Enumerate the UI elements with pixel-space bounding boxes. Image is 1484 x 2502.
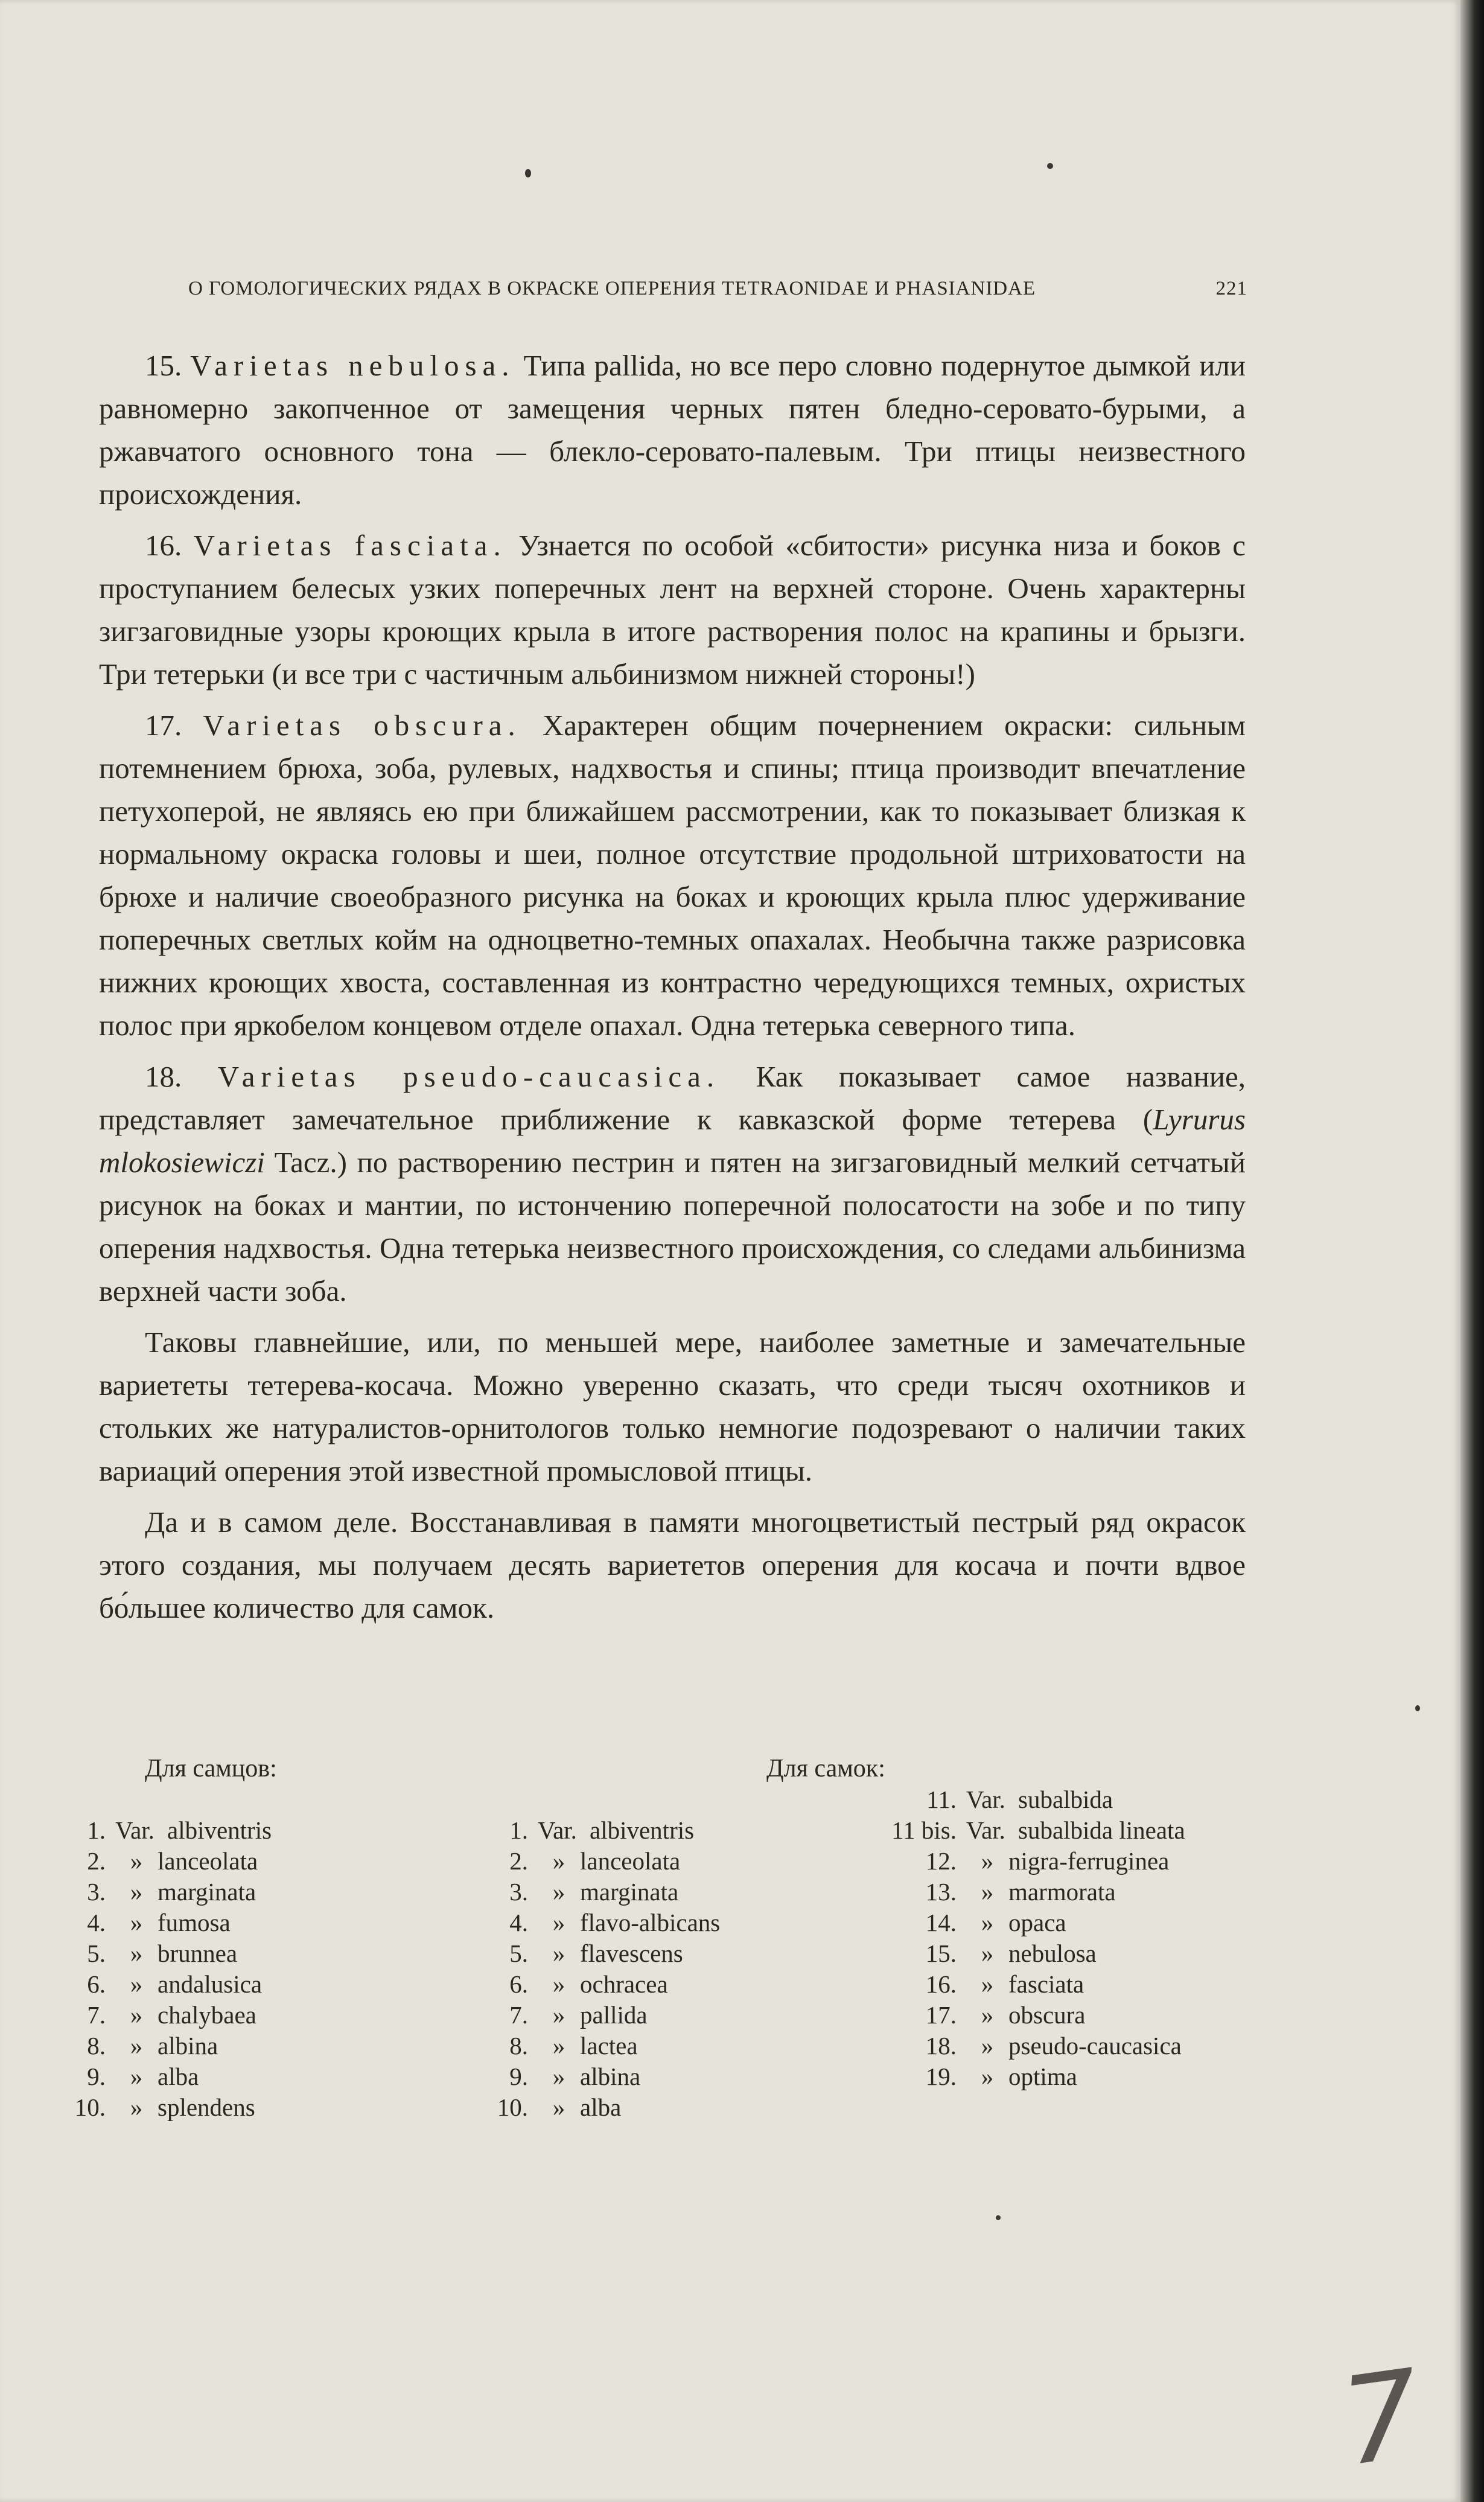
item-number: 11 bis. bbox=[891, 1816, 957, 1844]
item-number: 10. bbox=[497, 2093, 528, 2121]
list-item bbox=[863, 1877, 1247, 1907]
item-prefix: » bbox=[981, 1970, 994, 1998]
item-prefix: » bbox=[981, 2032, 994, 2060]
item-prefix: » bbox=[552, 1970, 565, 1998]
item-name: albiventris bbox=[167, 1816, 272, 1844]
paragraph-16 bbox=[99, 524, 1246, 695]
item-number: 2. bbox=[509, 1847, 528, 1875]
item-prefix: » bbox=[981, 1878, 994, 1906]
list-item bbox=[60, 1815, 272, 1846]
item-name: fumosa bbox=[158, 1909, 231, 1936]
item-number: 4. bbox=[509, 1909, 528, 1936]
item-prefix: » bbox=[981, 2001, 994, 2029]
entry-text: Узнается по особой «сбитости» рисунка низа и боков с проступанием белесых узких поперечных лент на верхней стороне. Очень характерны зигзаговидные узоры кроющих крыла в итоге растворения полос на крапины и брызги. Три тетерьки (и все три с частичным альбинизмом нижней стороны!) bbox=[99, 529, 1246, 691]
entry-number: 17. bbox=[145, 709, 182, 742]
item-prefix: » bbox=[130, 1878, 143, 1906]
list-item bbox=[483, 2061, 720, 2092]
paragraph-15 bbox=[99, 344, 1246, 515]
item-name: obscura bbox=[1008, 2001, 1086, 2029]
item-name: splendens bbox=[158, 2093, 255, 2121]
entry-number: 15. bbox=[145, 349, 182, 382]
item-name: albiventris bbox=[590, 1816, 695, 1844]
ink-speck bbox=[525, 169, 531, 177]
list-item bbox=[863, 2061, 1247, 2092]
item-prefix: » bbox=[130, 2001, 143, 2029]
page-number: 221 bbox=[1215, 278, 1247, 299]
item-number: 5. bbox=[509, 1939, 528, 1967]
list-item bbox=[863, 1815, 1247, 1846]
entry-text: Как показывает самое название, представляет замечательное приближение к кавказской форме тетерева ( bbox=[99, 1060, 1246, 1136]
item-number: 9. bbox=[509, 2063, 528, 2090]
variety-term: Varietas nebulosa. bbox=[190, 349, 515, 382]
item-prefix: » bbox=[552, 1939, 565, 1967]
list-item bbox=[483, 2092, 720, 2123]
variety-term: Varietas fasciata. bbox=[193, 529, 507, 562]
item-name: andalusica bbox=[158, 1970, 263, 1998]
item-number: 17. bbox=[925, 2001, 957, 2029]
variety-lists bbox=[60, 1754, 1267, 2140]
list-item bbox=[60, 1877, 272, 1907]
paragraph-summary: Таковы главнейшие, или, по меньшей мере, наиболее заметные и замечательные вариететы тетерева-косача. Можно уверенно сказать, что среди тысяч охотников и стольких же натуралистов-орнитологов только немногие подозревают о наличии таких вариаций оперения этой известной промысловой птицы. bbox=[99, 1326, 1246, 1487]
item-prefix: » bbox=[130, 1909, 143, 1936]
list-item bbox=[863, 1969, 1247, 2000]
variety-term: Varietas obscura. bbox=[203, 709, 521, 742]
list-item bbox=[60, 1938, 272, 1969]
item-number: 8. bbox=[509, 2032, 528, 2060]
item-prefix: Var. bbox=[538, 1816, 577, 1844]
females-list-1 bbox=[483, 1815, 720, 2123]
ink-speck bbox=[996, 2215, 1001, 2220]
item-prefix: » bbox=[552, 1847, 565, 1875]
item-name: flavo-albicans bbox=[580, 1909, 721, 1936]
item-name: subalbida bbox=[1018, 1786, 1113, 1813]
item-number: 1. bbox=[509, 1816, 528, 1844]
item-prefix: » bbox=[981, 1909, 994, 1936]
ink-speck bbox=[1415, 1705, 1420, 1711]
item-name: albina bbox=[580, 2063, 641, 2090]
item-name: opaca bbox=[1008, 1909, 1066, 1936]
item-number: 15. bbox=[925, 1939, 957, 1967]
item-number: 6. bbox=[509, 1970, 528, 1998]
males-heading: Для самцов: bbox=[145, 1755, 277, 1782]
item-number: 18. bbox=[925, 2032, 957, 2060]
item-name: albina bbox=[158, 2032, 218, 2060]
item-prefix: » bbox=[981, 1939, 994, 1967]
item-name: alba bbox=[580, 2093, 622, 2121]
list-item bbox=[483, 1907, 720, 1938]
item-number: 9. bbox=[87, 2063, 106, 2090]
entry-number: 18. bbox=[145, 1060, 182, 1093]
item-name: alba bbox=[158, 2063, 199, 2090]
item-name: marmorata bbox=[1008, 1878, 1116, 1906]
body-text bbox=[99, 344, 1246, 1638]
list-item bbox=[60, 1969, 272, 2000]
item-number: 13. bbox=[925, 1878, 957, 1906]
item-prefix: » bbox=[130, 2063, 143, 2090]
list-item bbox=[483, 1877, 720, 1907]
item-prefix: » bbox=[130, 1970, 143, 1998]
item-name: subalbida lineata bbox=[1018, 1816, 1185, 1844]
item-prefix: » bbox=[130, 1939, 143, 1967]
list-item bbox=[863, 1938, 1247, 1969]
page-edge bbox=[1460, 0, 1484, 2502]
list-item bbox=[60, 2092, 272, 2123]
list-item bbox=[863, 2000, 1247, 2031]
list-item bbox=[483, 1938, 720, 1969]
item-prefix: » bbox=[552, 1878, 565, 1906]
item-prefix: Var. bbox=[115, 1816, 154, 1844]
item-name: flavescens bbox=[580, 1939, 683, 1967]
list-item bbox=[60, 2031, 272, 2061]
item-name: lanceolata bbox=[580, 1847, 681, 1875]
list-item bbox=[483, 1969, 720, 2000]
item-prefix: Var. bbox=[966, 1816, 1005, 1844]
item-prefix: » bbox=[981, 1847, 994, 1875]
running-title: О ГОМОЛОГИЧЕСКИХ РЯДАХ В ОКРАСКЕ ОПЕРЕНИЯ TETRAONIDAE И PHASIANIDAE bbox=[188, 278, 1036, 299]
item-prefix: » bbox=[981, 2063, 994, 2090]
item-name: lactea bbox=[580, 2032, 638, 2060]
item-prefix: » bbox=[552, 2093, 565, 2121]
item-number: 2. bbox=[87, 1847, 106, 1875]
item-number: 19. bbox=[925, 2063, 957, 2090]
ink-speck bbox=[1047, 163, 1053, 169]
males-list bbox=[60, 1815, 272, 2123]
item-number: 7. bbox=[509, 2001, 528, 2029]
list-item bbox=[60, 1907, 272, 1938]
list-item bbox=[863, 1846, 1247, 1877]
item-name: lanceolata bbox=[158, 1847, 258, 1875]
item-prefix: » bbox=[130, 1847, 143, 1875]
item-number: 8. bbox=[87, 2032, 106, 2060]
list-item bbox=[483, 1815, 720, 1846]
handwritten-mark: 7 bbox=[1333, 2343, 1429, 2494]
item-name: optima bbox=[1008, 2063, 1077, 2090]
item-number: 16. bbox=[925, 1970, 957, 1998]
item-prefix: » bbox=[130, 2032, 143, 2060]
females-list-2 bbox=[863, 1784, 1247, 2092]
item-number: 5. bbox=[87, 1939, 106, 1967]
item-name: ochracea bbox=[580, 1970, 668, 1998]
list-item bbox=[483, 2031, 720, 2061]
paragraph-18 bbox=[99, 1055, 1246, 1312]
paragraph-17 bbox=[99, 704, 1246, 1047]
item-prefix: » bbox=[552, 2001, 565, 2029]
item-number: 14. bbox=[925, 1909, 957, 1936]
list-item bbox=[863, 1784, 1247, 1815]
list-item bbox=[60, 1846, 272, 1877]
item-number: 11. bbox=[926, 1786, 957, 1813]
item-prefix: Var. bbox=[966, 1786, 1005, 1813]
item-number: 7. bbox=[87, 2001, 106, 2029]
entry-text: Tacz.) по растворению пестрин и пятен на зигзаговидный мелкий сетчатый рисунок на боках и мантии, по истончению поперечной полосатости на зобе и по типу оперения надхвостья. Одна тетерька неизвестного происхождения, со следами альбинизма верхней части зоба. bbox=[99, 1146, 1246, 1307]
item-prefix: » bbox=[552, 1909, 565, 1936]
item-name: marginata bbox=[158, 1878, 256, 1906]
list-item bbox=[60, 2061, 272, 2092]
item-name: nebulosa bbox=[1008, 1939, 1097, 1967]
list-item bbox=[863, 1907, 1247, 1938]
species-name: Lyrurus mlokosiewiczi bbox=[99, 1103, 1246, 1179]
item-name: fasciata bbox=[1008, 1970, 1084, 1998]
item-number: 12. bbox=[925, 1847, 957, 1875]
variety-term: Varietas pseudo-caucasica. bbox=[217, 1060, 721, 1093]
item-number: 3. bbox=[87, 1878, 106, 1906]
item-name: pseudo-caucasica bbox=[1008, 2032, 1182, 2060]
running-head bbox=[188, 278, 1247, 300]
item-number: 3. bbox=[509, 1878, 528, 1906]
item-prefix: » bbox=[552, 2032, 565, 2060]
item-number: 6. bbox=[87, 1970, 106, 1998]
list-item bbox=[483, 1846, 720, 1877]
entry-number: 16. bbox=[145, 529, 182, 562]
item-name: marginata bbox=[580, 1878, 679, 1906]
list-item bbox=[483, 2000, 720, 2031]
item-name: nigra-ferruginea bbox=[1008, 1847, 1170, 1875]
item-number: 4. bbox=[87, 1909, 106, 1936]
item-number: 1. bbox=[87, 1816, 106, 1844]
item-prefix: » bbox=[130, 2093, 143, 2121]
item-name: pallida bbox=[580, 2001, 648, 2029]
entry-text: Характерен общим почернением окраски: сильным потемнением брюха, зоба, рулевых, надхвостья и спины; птица производит впечатление петухоперой, не являясь ею при ближайшем рассмотрении, как то показывает близкая к нормальному окраска головы и шеи, полное отсутствие продольной штриховатости на брюхе и наличие своеобразного рисунка на боках и кроющих крыла плюс удерживание поперечных светлых койм на одноцветно-темных опахалах. Необычна также разрисовка нижних кроющих хвоста, составленная из контрастно чередующихся темных, охристых полос при яркобелом концевом отделе опахал. Одна тетерька северного типа. bbox=[99, 709, 1246, 1042]
entry-text: Типа pallida, но все перо словно подернутое дымкой или равномерно закопченное от замещения черных пятен бледно-серовато-бурыми, а ржавчатого основного тона — блекло-серовато-палевым. Три птицы неизвестного происхождения. bbox=[99, 349, 1246, 511]
item-name: brunnea bbox=[158, 1939, 238, 1967]
paragraph-conclusion: Да и в самом деле. Восстанавливая в памяти многоцветистый пестрый ряд окрасок этого создания, мы получаем десять вариететов оперения для косача и почти вдвое бо́льшее количество для самок. bbox=[99, 1505, 1246, 1624]
females-heading: Для самок: bbox=[766, 1755, 885, 1782]
item-name: chalybaea bbox=[158, 2001, 256, 2029]
item-prefix: » bbox=[552, 2063, 565, 2090]
item-number: 10. bbox=[74, 2093, 106, 2121]
list-item bbox=[60, 2000, 272, 2031]
list-item bbox=[863, 2031, 1247, 2061]
